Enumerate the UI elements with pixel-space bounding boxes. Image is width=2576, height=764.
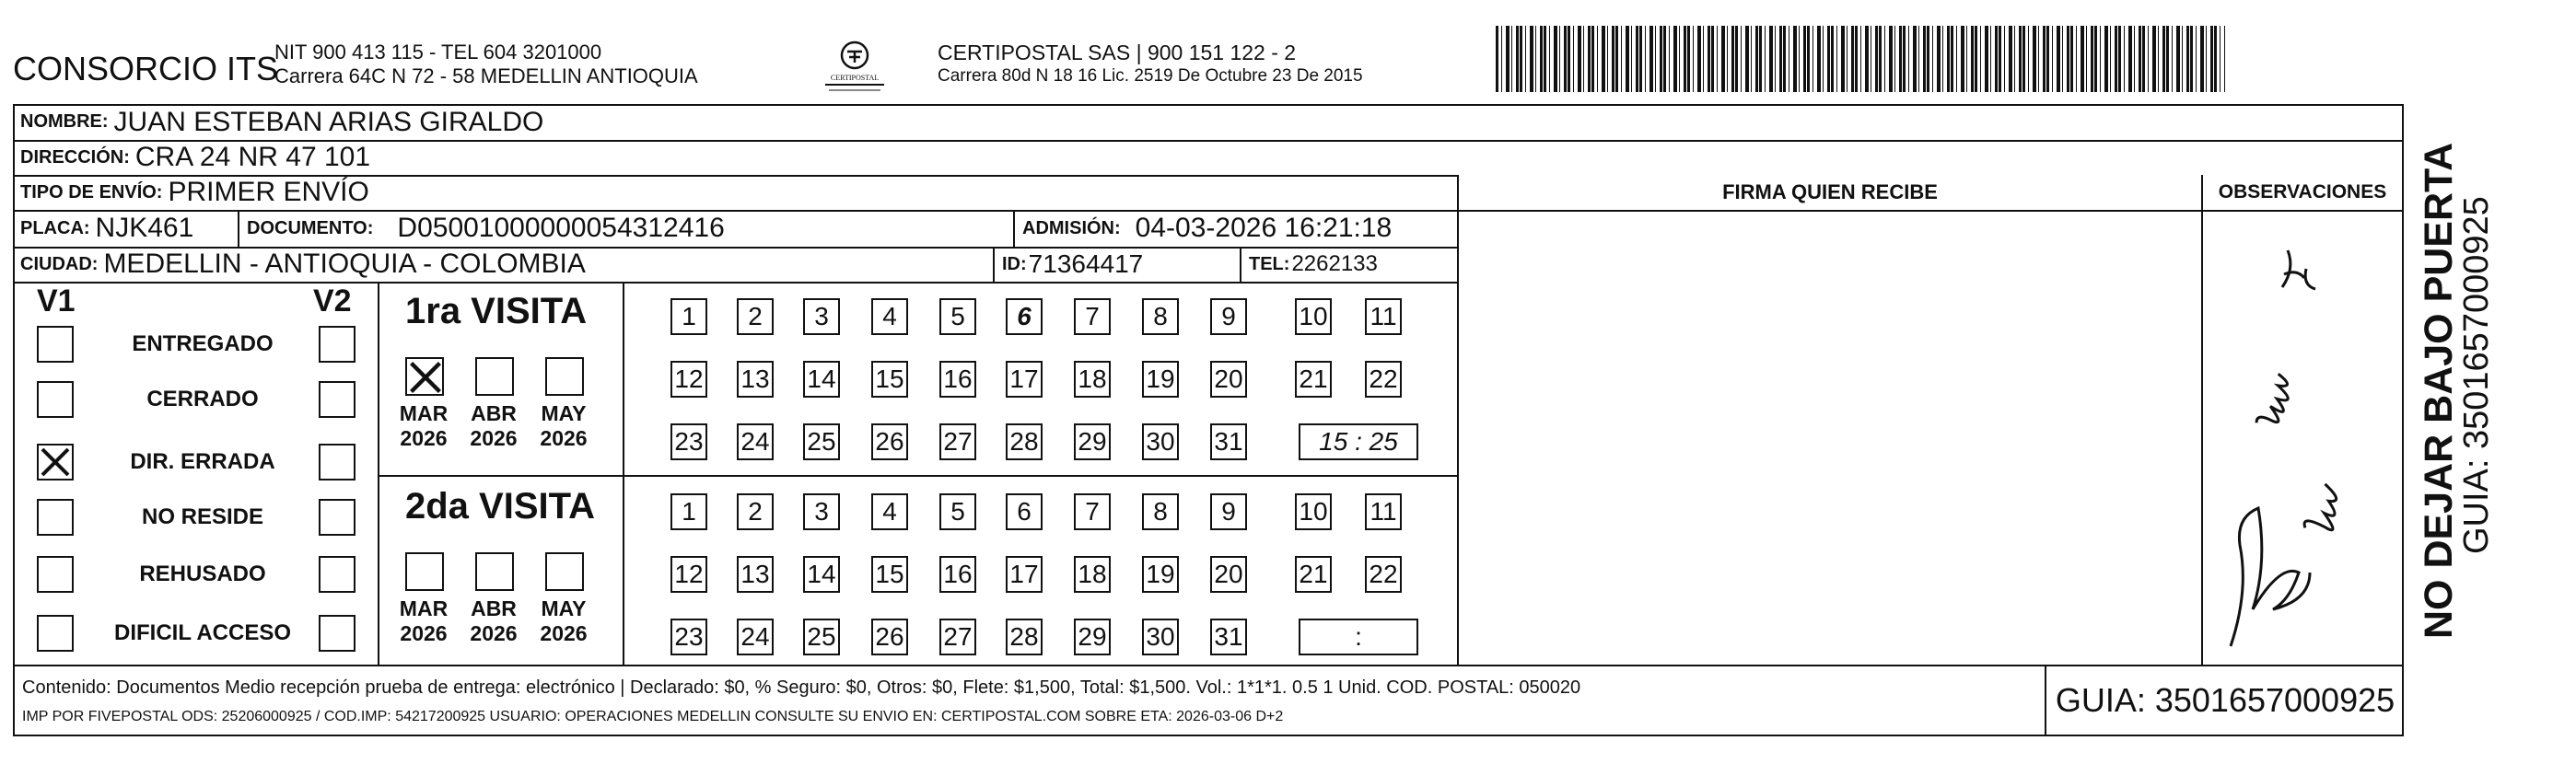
day-box[interactable]: 16 bbox=[939, 361, 976, 398]
carrier-name: CERTIPOSTAL SAS | 900 151 122 - 2 bbox=[938, 41, 1297, 64]
company-nit: NIT 900 413 115 - TEL 604 3201000 bbox=[274, 41, 602, 64]
direccion-label: DIRECCIÓN: bbox=[20, 146, 130, 168]
id-value: 71364417 bbox=[1028, 249, 1144, 278]
v1-checkbox[interactable] bbox=[37, 326, 74, 363]
day-box[interactable]: 30 bbox=[1142, 619, 1179, 655]
day-box[interactable]: 16 bbox=[939, 556, 976, 593]
admision-value: 04-03-2026 16:21:18 bbox=[1135, 213, 1393, 243]
day-box[interactable]: 15 bbox=[871, 556, 908, 593]
month-label: MAR 2026 bbox=[399, 401, 449, 450]
day-box[interactable]: 12 bbox=[670, 361, 707, 398]
v1-checkbox[interactable] bbox=[37, 444, 74, 480]
carrier-license: Carrera 80d N 18 16 Lic. 2519 De Octubre 23 De 2015 bbox=[938, 66, 1363, 86]
month-checkbox[interactable] bbox=[475, 552, 514, 591]
day-box[interactable]: 11 bbox=[1365, 493, 1402, 530]
direccion-value: CRA 24 NR 47 101 bbox=[134, 142, 371, 172]
day-box[interactable]: 23 bbox=[670, 619, 707, 655]
day-box[interactable]: 21 bbox=[1295, 556, 1332, 593]
tel-field bbox=[1249, 247, 1378, 282]
tipo-envio-field bbox=[20, 175, 369, 210]
day-box[interactable]: 31 bbox=[1210, 619, 1247, 655]
day-box[interactable]: 13 bbox=[737, 556, 774, 593]
v2-checkbox[interactable] bbox=[319, 381, 356, 418]
id-field bbox=[1002, 247, 1143, 282]
status-label: ENTREGADO bbox=[132, 331, 274, 356]
contenido-text: Contenido: Documentos Medio recepción prueba de entrega: electrónico | Declarado: $0, % Seguro: $0, Otros: $0, Flete: $1,500, Total: $1,500. Vol.: 1*1*1. 0.5 1 Unid. COD. POSTAL: 050020 bbox=[22, 677, 1581, 698]
day-box[interactable]: 6 bbox=[1006, 493, 1043, 530]
day-box[interactable]: 5 bbox=[939, 298, 976, 335]
day-box[interactable]: 31 bbox=[1210, 423, 1247, 460]
day-box[interactable]: 18 bbox=[1074, 556, 1111, 593]
recipient-signature bbox=[2203, 214, 2402, 665]
month-label: MAY 2026 bbox=[540, 596, 588, 645]
day-box[interactable]: 17 bbox=[1006, 556, 1043, 593]
v2-checkbox[interactable] bbox=[319, 556, 356, 593]
v2-checkbox[interactable] bbox=[319, 326, 356, 363]
day-box[interactable]: 29 bbox=[1074, 423, 1111, 460]
day-box[interactable]: 14 bbox=[803, 361, 840, 398]
day-box[interactable]: 8 bbox=[1142, 298, 1179, 335]
tipo-envio-label: TIPO DE ENVÍO: bbox=[20, 181, 163, 203]
no-dejar-bajo-puerta-label: NO DEJAR BAJO PUERTA bbox=[2417, 142, 2461, 639]
day-box[interactable]: 20 bbox=[1210, 361, 1247, 398]
day-box[interactable]: 12 bbox=[670, 556, 707, 593]
documento-field bbox=[247, 210, 725, 247]
nombre-value: JUAN ESTEBAN ARIAS GIRALDO bbox=[113, 106, 544, 137]
v1-checkbox[interactable] bbox=[37, 499, 74, 536]
day-box[interactable]: 25 bbox=[803, 619, 840, 655]
day-box[interactable]: 2 bbox=[737, 298, 774, 335]
day-box[interactable]: 17 bbox=[1006, 361, 1043, 398]
day-box[interactable]: 8 bbox=[1142, 493, 1179, 530]
certipostal-logo bbox=[809, 37, 901, 96]
check-x-icon bbox=[405, 357, 446, 398]
documento-value: D05001000000054312416 bbox=[397, 213, 725, 243]
month-label: ABR 2026 bbox=[470, 596, 518, 645]
id-label: ID: bbox=[1002, 253, 1027, 274]
v1-checkbox[interactable] bbox=[37, 615, 74, 652]
day-box[interactable]: 5 bbox=[939, 493, 976, 530]
status-label: REHUSADO bbox=[139, 561, 266, 586]
ciudad-value: MEDELLIN - ANTIOQUIA - COLOMBIA bbox=[103, 249, 586, 279]
barcode bbox=[1496, 26, 2225, 92]
status-label: CERRADO bbox=[146, 387, 259, 411]
day-box[interactable]: 15 bbox=[871, 361, 908, 398]
day-box[interactable]: 22 bbox=[1365, 556, 1402, 593]
month-label: ABR 2026 bbox=[470, 401, 518, 450]
v1-checkbox[interactable] bbox=[37, 556, 74, 593]
direccion-field bbox=[20, 140, 370, 175]
v2-checkbox[interactable] bbox=[319, 444, 356, 480]
nombre-field bbox=[20, 104, 543, 140]
day-box[interactable]: 19 bbox=[1142, 361, 1179, 398]
month-checkbox[interactable] bbox=[545, 552, 584, 591]
handwritten-observation bbox=[2203, 214, 2402, 665]
day-box[interactable]: 7 bbox=[1074, 493, 1111, 530]
logo-text: CERTIPOSTAL bbox=[830, 74, 880, 82]
tipo-envio-value: PRIMER ENVÍO bbox=[168, 177, 369, 207]
day-box[interactable]: 13 bbox=[737, 361, 774, 398]
day-box[interactable]: 3 bbox=[803, 298, 840, 335]
imp-text: IMP POR FIVEPOSTAL ODS: 25206000925 / COD.IMP: 54217200925 USUARIO: OPERACIONES MEDELLIN CONSULTE SU ENVIO EN: CERTIPOSTAL.COM SOBRE ETA: 2026-03-06 D+2 bbox=[22, 709, 1284, 724]
day-box[interactable]: 10 bbox=[1295, 298, 1332, 335]
documento-label: DOCUMENTO: bbox=[247, 217, 374, 238]
month-checkbox[interactable] bbox=[405, 552, 444, 591]
day-box[interactable]: 26 bbox=[871, 423, 908, 460]
day-box[interactable]: 19 bbox=[1142, 556, 1179, 593]
day-box[interactable]: 22 bbox=[1365, 361, 1402, 398]
company-address: Carrera 64C N 72 - 58 MEDELLIN ANTIOQUIA bbox=[274, 64, 698, 87]
visit-title: 1ra VISITA bbox=[405, 291, 588, 331]
day-box[interactable]: 9 bbox=[1210, 493, 1247, 530]
day-box[interactable]: 20 bbox=[1210, 556, 1247, 593]
day-box[interactable]: 27 bbox=[939, 619, 976, 655]
v1-label: V1 bbox=[37, 284, 76, 318]
day-box[interactable]: 10 bbox=[1295, 493, 1332, 530]
status-label: DIFICIL ACCESO bbox=[113, 620, 291, 645]
day-box[interactable]: 24 bbox=[737, 619, 774, 655]
day-box[interactable]: 4 bbox=[871, 493, 908, 530]
day-box[interactable]: 26 bbox=[871, 619, 908, 655]
day-box[interactable]: 27 bbox=[939, 423, 976, 460]
side-guia-label: GUIA: 3501657000925 bbox=[2457, 196, 2496, 554]
day-box[interactable]: 6 bbox=[1006, 298, 1043, 335]
day-box[interactable]: 2 bbox=[737, 493, 774, 530]
day-box[interactable]: 11 bbox=[1365, 298, 1402, 335]
company-name: CONSORCIO ITS bbox=[13, 50, 279, 87]
day-box[interactable]: 14 bbox=[803, 556, 840, 593]
placa-field bbox=[20, 210, 193, 247]
placa-value: NJK461 bbox=[95, 213, 194, 243]
day-box[interactable]: 21 bbox=[1295, 361, 1332, 398]
firma-header: FIRMA QUIEN RECIBE bbox=[1722, 180, 1938, 203]
certipostal-logo-icon bbox=[809, 37, 901, 96]
v2-checkbox[interactable] bbox=[319, 615, 356, 652]
v1-checkbox[interactable] bbox=[37, 381, 74, 418]
day-box[interactable]: 23 bbox=[670, 423, 707, 460]
observaciones-header: OBSERVACIONES bbox=[2218, 181, 2387, 203]
v2-checkbox[interactable] bbox=[319, 499, 356, 536]
month-checkbox[interactable] bbox=[405, 357, 444, 396]
month-checkbox[interactable] bbox=[475, 357, 514, 396]
admision-label: ADMISIÓN: bbox=[1022, 217, 1121, 238]
time-box[interactable]: : bbox=[1299, 619, 1418, 655]
day-box[interactable]: 9 bbox=[1210, 298, 1247, 335]
day-box[interactable]: 30 bbox=[1142, 423, 1179, 460]
month-checkbox[interactable] bbox=[545, 357, 584, 396]
month-label: MAY 2026 bbox=[540, 401, 588, 450]
day-box[interactable]: 18 bbox=[1074, 361, 1111, 398]
tel-label: TEL: bbox=[1249, 253, 1290, 274]
v2-label: V2 bbox=[313, 284, 352, 318]
ciudad-label: CIUDAD: bbox=[20, 253, 99, 274]
time-box[interactable]: 15 : 25 bbox=[1299, 423, 1418, 460]
day-box[interactable]: 28 bbox=[1006, 619, 1043, 655]
day-box[interactable]: 1 bbox=[670, 493, 707, 530]
ciudad-field bbox=[20, 247, 586, 282]
day-box[interactable]: 4 bbox=[871, 298, 908, 335]
tel-value: 2262133 bbox=[1291, 251, 1378, 276]
status-label: NO RESIDE bbox=[141, 504, 264, 529]
visit-title: 2da VISITA bbox=[405, 486, 595, 527]
day-box[interactable]: 24 bbox=[737, 423, 774, 460]
status-label: DIR. ERRADA bbox=[130, 449, 275, 474]
day-box[interactable]: 25 bbox=[803, 423, 840, 460]
day-box[interactable]: 28 bbox=[1006, 423, 1043, 460]
placa-label: PLACA: bbox=[20, 217, 90, 238]
day-box[interactable]: 1 bbox=[670, 298, 707, 335]
admision-field bbox=[1022, 210, 1392, 247]
check-x-icon bbox=[37, 444, 74, 480]
month-label: MAR 2026 bbox=[399, 596, 449, 645]
day-box[interactable]: 29 bbox=[1074, 619, 1111, 655]
day-box[interactable]: 3 bbox=[803, 493, 840, 530]
guia-box: GUIA: 3501657000925 bbox=[2055, 681, 2395, 719]
day-box[interactable]: 7 bbox=[1074, 298, 1111, 335]
nombre-label: NOMBRE: bbox=[20, 111, 109, 132]
